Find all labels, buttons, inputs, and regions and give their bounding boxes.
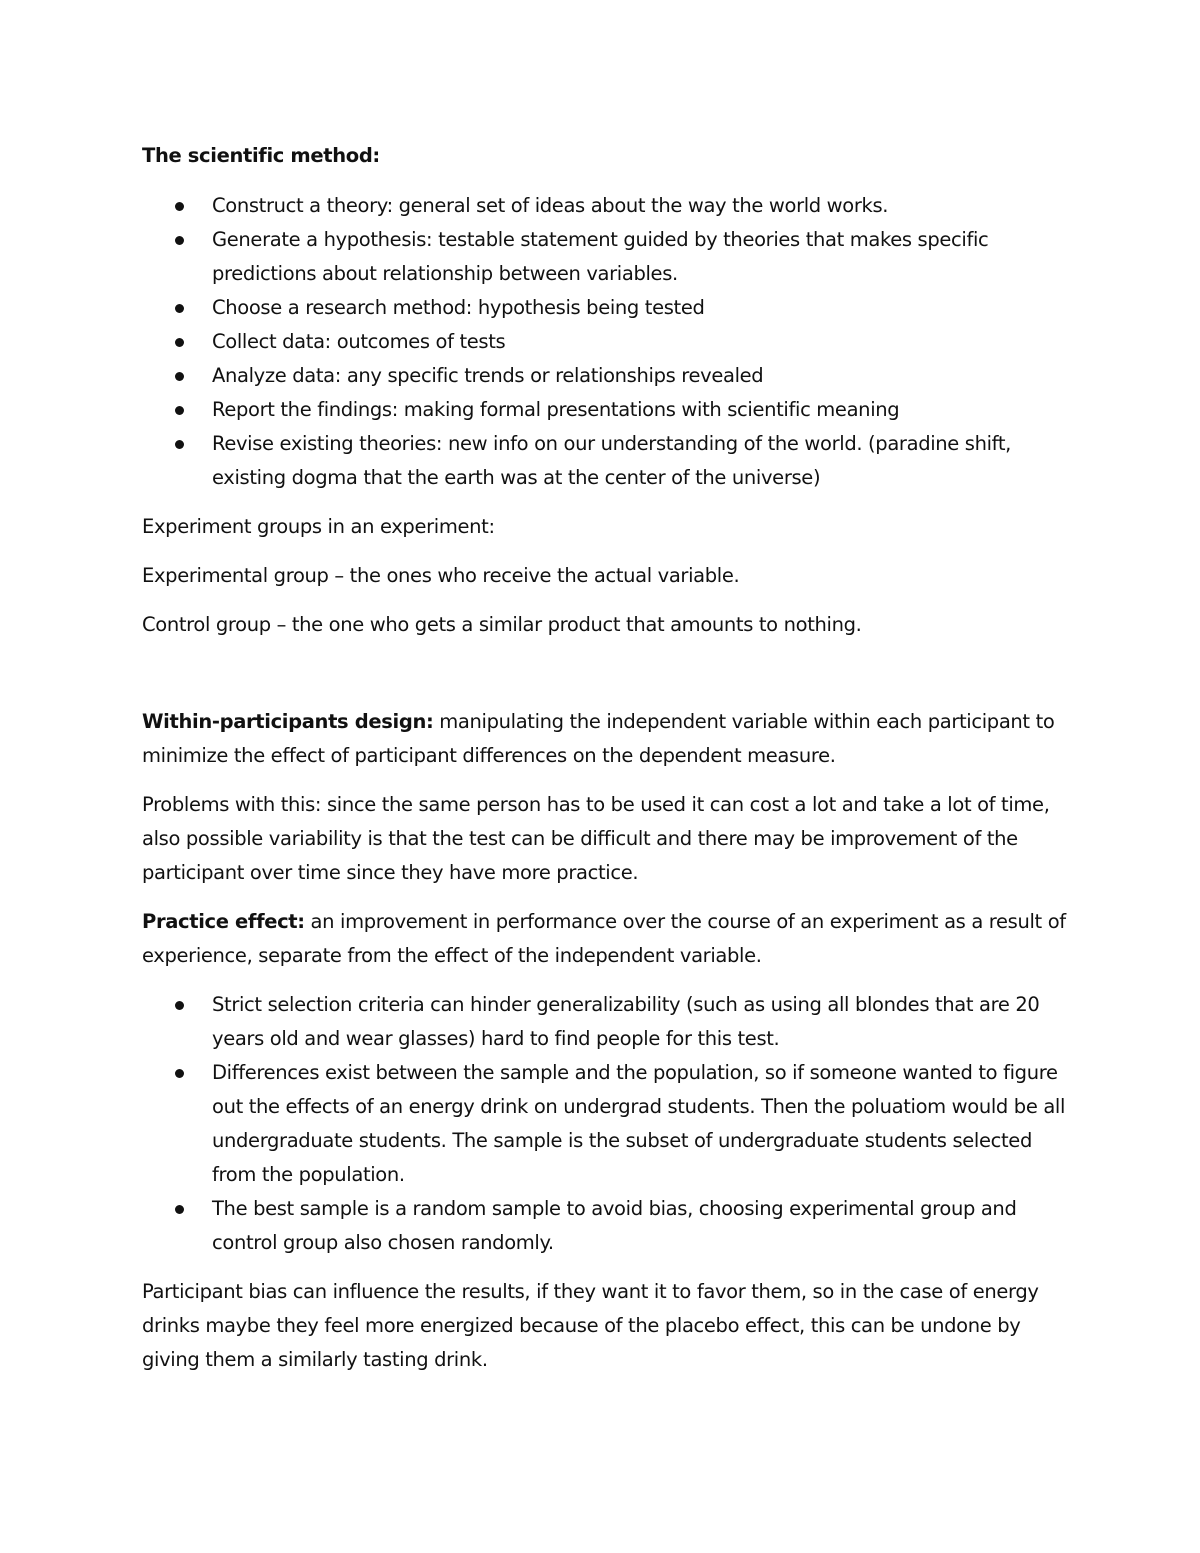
practice-effect-points	[142, 988, 1072, 1260]
bullet-icon	[175, 236, 184, 245]
bullet-icon	[175, 202, 184, 211]
section-heading-scientific-method: The scientific method:	[142, 144, 380, 167]
list-item: The best sample is a random sample to avoid bias, choosing experimental group and control group also chosen randomly.	[142, 1192, 1072, 1260]
list-item: Revise existing theories: new info on our understanding of the world. (paradine shift, existing dogma that the earth was at the center of the universe)	[142, 427, 1072, 495]
list-item: Collect data: outcomes of tests	[142, 325, 1072, 359]
practice-effect-definition: an improvement in performance over the course of an experiment as a result of experience, separate from the effect of the independent variable.	[142, 910, 1066, 967]
blank-line	[142, 657, 1072, 705]
document-page	[142, 139, 1072, 1392]
control-group-text: Control group – the one who gets a similar product that amounts to nothing.	[142, 613, 862, 636]
list-item: Analyze data: any specific trends or relationships revealed	[142, 359, 1072, 393]
bullet-icon	[175, 338, 184, 347]
within-participants-paragraph	[142, 705, 1072, 773]
scientific-method-steps	[142, 189, 1072, 495]
list-item: Report the findings: making formal presentations with scientific meaning	[142, 393, 1072, 427]
list-item: Generate a hypothesis: testable statement guided by theories that makes specific predictions about relationship between variables.	[142, 223, 1072, 291]
experimental-group-text: Experimental group – the ones who receive the actual variable.	[142, 564, 740, 587]
within-participants-definition: manipulating the independent variable within each participant to minimize the effect of participant differences on the dependent measure.	[142, 710, 1055, 767]
bullet-icon	[175, 1069, 184, 1078]
problems-paragraph: Problems with this: since the same person has to be used it can cost a lot and take a lot of time, also possible variability is that the test can be difficult and there may be improvement of the participant over time since they have more practice.	[142, 793, 1050, 884]
participant-bias-paragraph: Participant bias can influence the results, if they want it to favor them, so in the case of energy drinks maybe they feel more energized because of the placebo effect, this can be undone by giving them a similarly tasting drink.	[142, 1280, 1039, 1371]
bullet-icon	[175, 406, 184, 415]
bullet-icon	[175, 1001, 184, 1010]
practice-effect-term: Practice effect:	[142, 910, 305, 933]
list-item: Construct a theory: general set of ideas about the way the world works.	[142, 189, 1072, 223]
bullet-icon	[175, 304, 184, 313]
list-item: Differences exist between the sample and the population, so if someone wanted to figure out the effects of an energy drink on undergrad students. Then the poluatiom would be all undergraduate students. The sample is the subset of undergraduate students selected from the population.	[142, 1056, 1072, 1192]
bullet-icon	[175, 372, 184, 381]
bullet-icon	[175, 1205, 184, 1214]
bullet-icon	[175, 440, 184, 449]
within-participants-term: Within-participants design:	[142, 710, 434, 733]
list-item: Choose a research method: hypothesis being tested	[142, 291, 1072, 325]
practice-effect-paragraph	[142, 905, 1072, 973]
groups-intro: Experiment groups in an experiment:	[142, 515, 495, 538]
list-item: Strict selection criteria can hinder generalizability (such as using all blondes that are 20 years old and wear glasses) hard to find people for this test.	[142, 988, 1072, 1056]
